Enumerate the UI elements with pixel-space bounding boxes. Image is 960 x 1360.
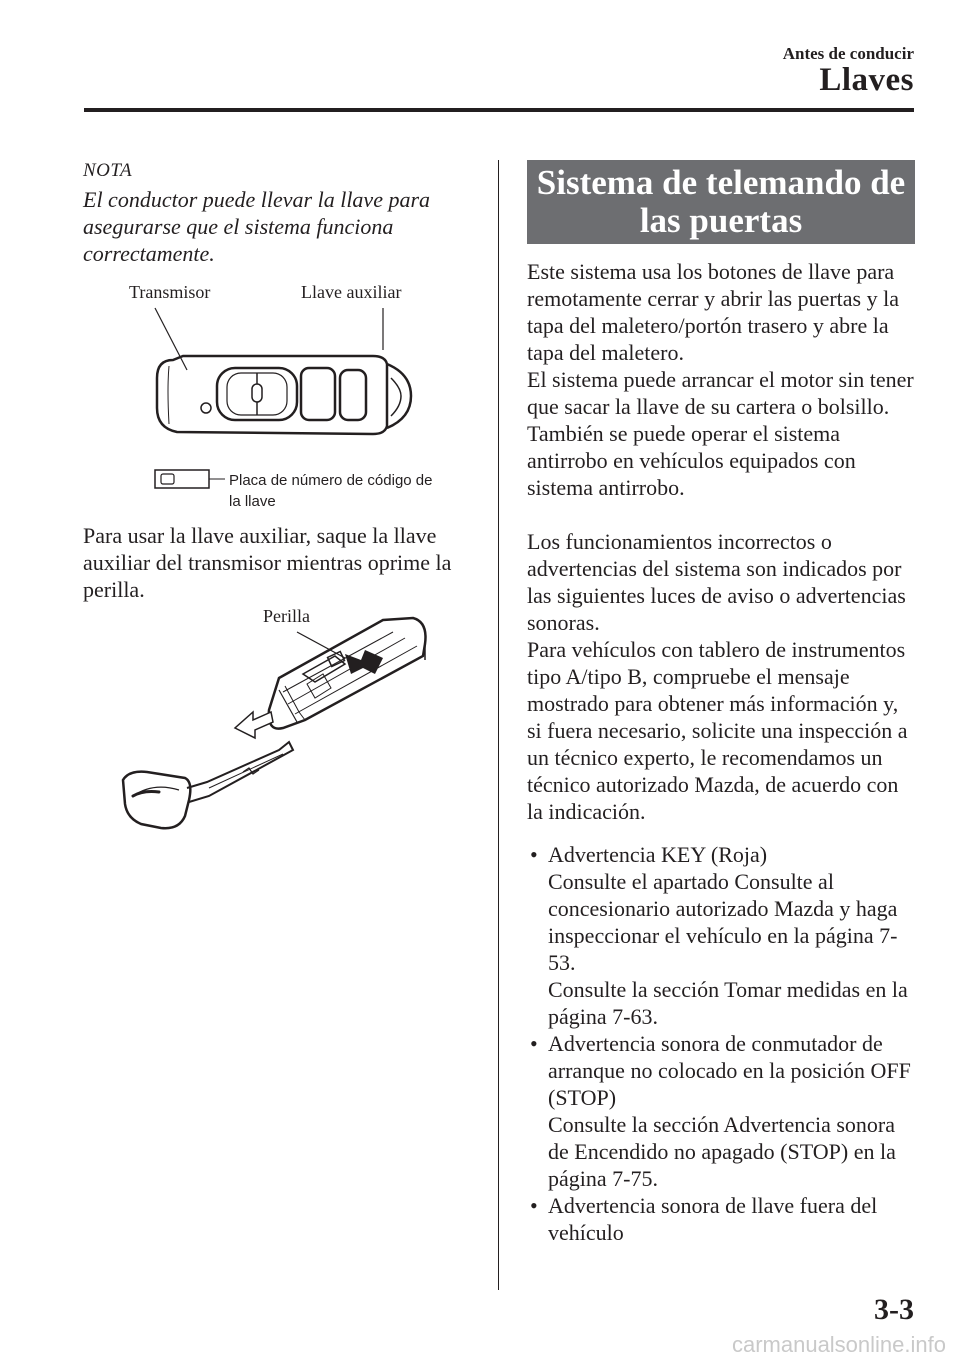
spare-key-figure [83,600,483,865]
key-fob-icon [157,356,411,434]
left-column [83,158,483,267]
section-heading-line1: Sistema de telemando de [536,163,906,202]
list-item [527,1192,915,1246]
label-code-plate-line1: Placa de número de código de [229,472,433,489]
label-transmitter: Transmisor [129,282,211,302]
list-item-title: Advertencia sonora de llave fuera del vehículo [548,1193,878,1245]
warning-list [527,841,915,1246]
header-rule [84,108,914,112]
section-heading [527,160,915,244]
page-number: 3-3 [874,1293,914,1326]
bullet-icon: • [530,842,538,867]
label-code-plate-line2: la llave [229,493,276,510]
bullet-icon: • [530,1031,538,1056]
bullet-icon: • [530,1193,538,1218]
note-text: El conductor puede llevar la llave para asegurarse que el sistema funciona correctamente. [83,187,431,266]
list-item [527,841,915,1030]
page-title: Llaves [819,62,914,98]
key-fob-figure [83,278,483,514]
list-item-title: Advertencia KEY (Roja) [548,842,768,867]
paragraph-warnings-b: Para vehículos con tablero de instrumentos tipo A/tipo B, compruebe el mensaje mostrado para obtener más información y, si fuera necesario, solicite una inspección a un técnico experto, le recomendamos un técnico autorizado Mazda, de acuerdo con la indicación. [527,637,908,824]
list-item-text: Consulte la sección Tomar medidas en la página 7-63. [548,977,908,1029]
list-item [527,1030,915,1192]
right-column [527,160,915,1246]
section-heading-line2: las puertas [639,201,803,240]
spare-key-icon [123,742,293,828]
left-paragraph: Para usar la llave auxiliar, saque la llave auxiliar del transmisor mientras oprime la perilla. [83,523,452,602]
list-item-text: Consulte el apartado Consulte al concesionario autorizado Mazda y haga inspeccionar el vehículo en la página 7-53. [548,869,898,975]
note-label: NOTA [83,160,133,181]
watermark: carmanualsonline.info [731,1332,946,1357]
paragraph-intro: Este sistema usa los botones de llave para remotamente cerrar y abrir las puertas y la tapa del maletero/portón trasero y abre la tapa del maletero. [527,259,899,365]
label-aux-key: Llave auxiliar [301,282,402,302]
code-plate-icon [155,470,225,488]
paragraph-intro-b: El sistema puede arrancar el motor sin tener que sacar la llave de su cartera o bolsillo. [527,367,914,419]
label-knob: Perilla [263,606,310,626]
transmitter-body-icon [269,618,426,729]
list-item-title: Advertencia sonora de conmutador de arranque no colocado en la posición OFF (STOP) [548,1031,911,1110]
paragraph-warnings: Los funcionamientos incorrectos o advertencias del sistema son indicados por las siguientes luces de aviso o advertencias sonoras. [527,529,906,635]
paragraph-intro-c: También se puede operar el sistema antirrobo en vehículos equipados con sistema antirrobo. [527,421,856,500]
list-item-text: Consulte la sección Advertencia sonora de Encendido no apagado (STOP) en la página 7-75. [548,1112,896,1191]
column-divider [498,160,499,1290]
header-kicker: Antes de conducir [782,44,914,63]
arrow-pull-icon [235,712,273,738]
